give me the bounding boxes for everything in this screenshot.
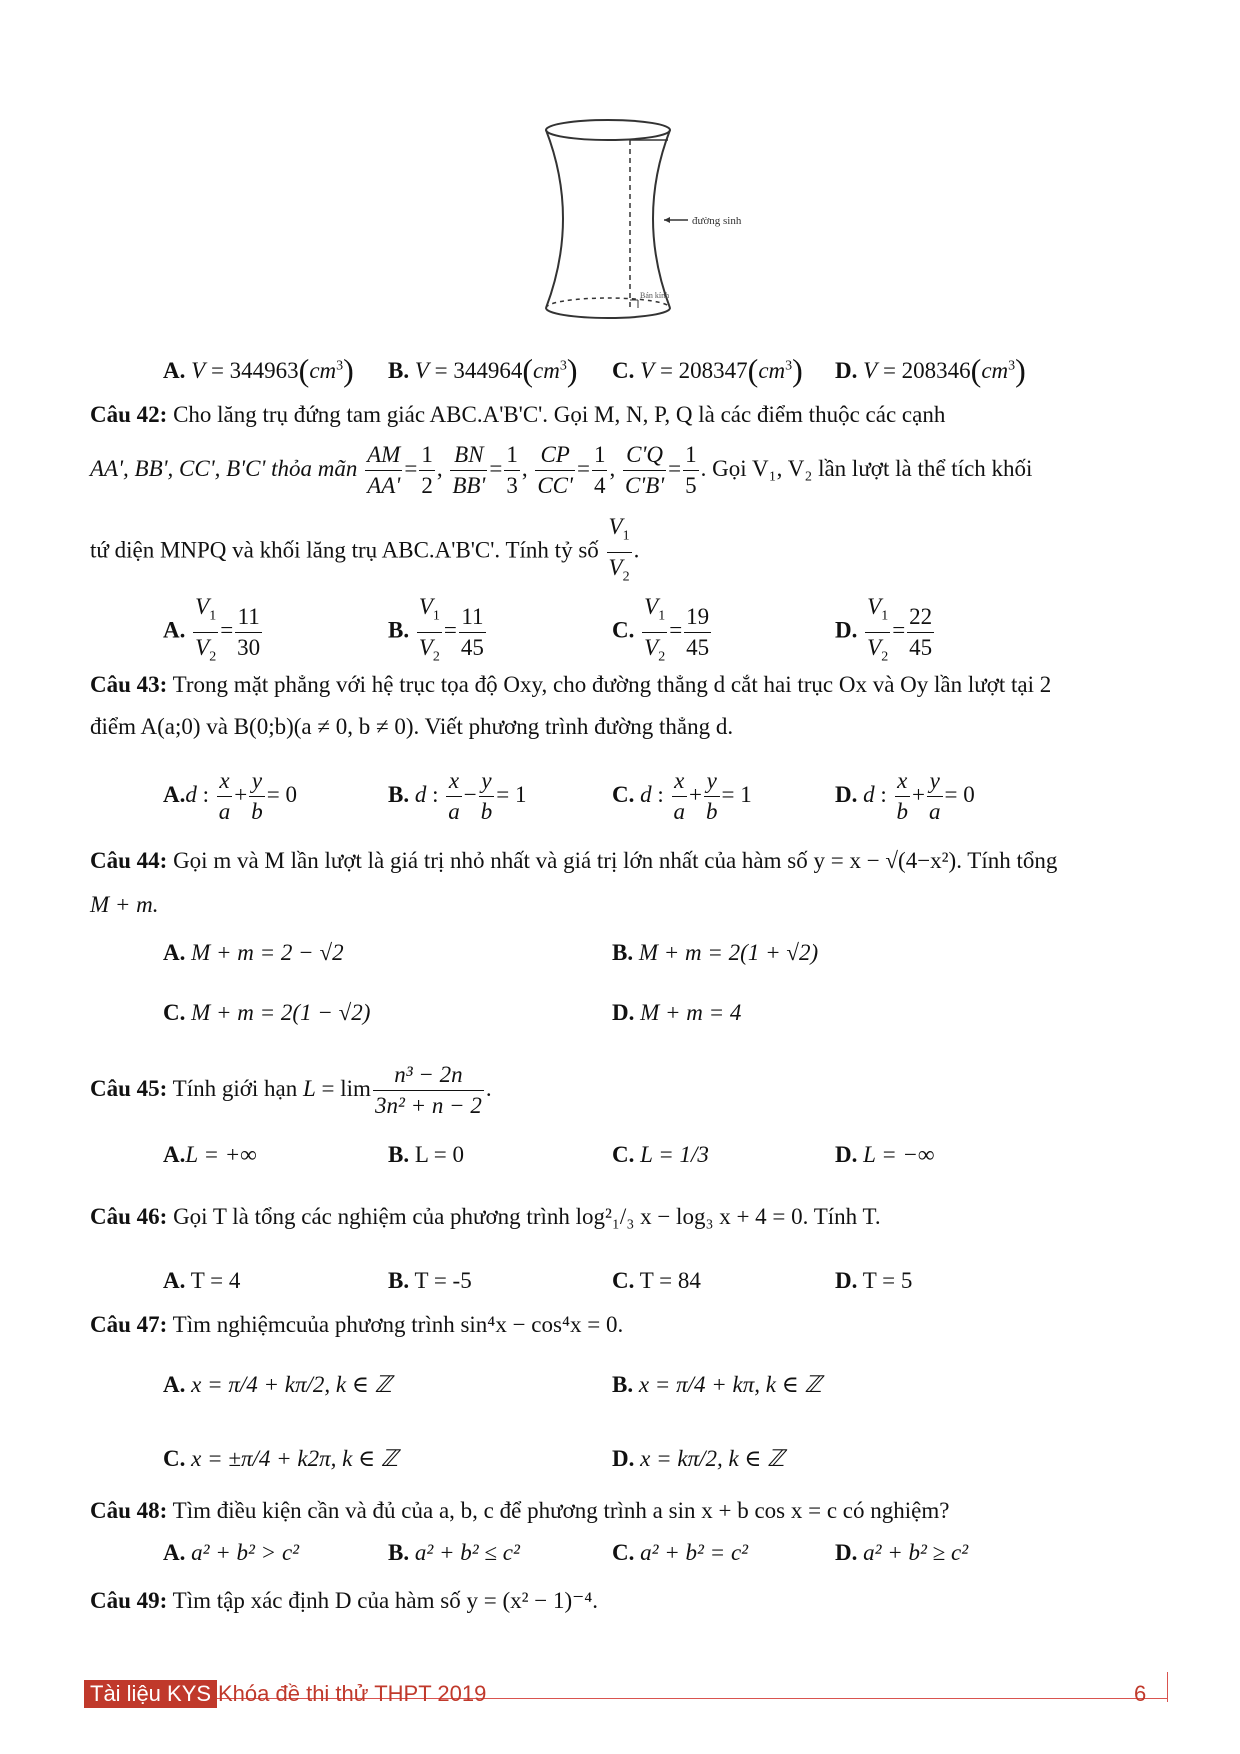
footer-brand-tag: Tài liệu KYS — [84, 1680, 217, 1708]
q44-line2: M + m. — [90, 892, 159, 917]
q42-option-b[interactable]: B. $\frac{V_1}{V_2}$ = $\frac{11}{45}$ — [388, 594, 484, 665]
q44-option-b[interactable]: B. M + m = 2(1 + √2) — [612, 940, 819, 965]
q41-option-b[interactable]: B. $V = 344964(cm^3)$ — [388, 352, 578, 388]
q42-line3: tứ diện MNPQ và khối lăng trụ ABC.A'B'C'. Tính tỷ số $\frac{V_1}{V_2}$ . — [90, 514, 640, 585]
hyperboloid-figure — [540, 118, 790, 328]
q48-option-d[interactable]: D. a² + b² ≥ c² — [835, 1540, 969, 1565]
q47-line: Câu 47: Tìm nghiệmcuủa phương trình sin⁴x − cos⁴x = 0. — [90, 1312, 624, 1337]
q42-option-c[interactable]: C. $\frac{V_1}{V_2}$ = $\frac{19}{45}$ — [612, 594, 710, 665]
footer-vrule — [1167, 1672, 1168, 1702]
q44-option-a[interactable]: A. M + m = 2 − √2 — [163, 940, 344, 965]
q49-line: Câu 49: Tìm tập xác định D của hàm số y = (x² − 1)⁻⁴. — [90, 1588, 599, 1613]
q45-option-c[interactable]: C. L = 1/3 — [612, 1142, 709, 1167]
q45-option-b[interactable]: B. L = 0 — [388, 1142, 465, 1167]
q46-option-c[interactable]: C. T = 84 — [612, 1268, 701, 1293]
q41-option-d[interactable]: D. $V = 208346(cm^3)$ — [835, 352, 1026, 388]
q43-option-d[interactable]: D. d : $\frac{x}{b}$ + $\frac{y}{a}$ = 0 — [835, 768, 975, 824]
q46-option-a[interactable]: A. T = 4 — [163, 1268, 241, 1293]
q47-option-a[interactable]: A. x = π/4 + kπ/2, k ∈ ℤ — [163, 1372, 392, 1397]
q43-option-a[interactable]: A.d : $\frac{x}{a}$ + $\frac{y}{b}$ = 0 — [163, 768, 297, 824]
q45-option-d[interactable]: D. L = −∞ — [835, 1142, 935, 1167]
q45-line: Câu 45: Tính giới hạn L = lim $\frac{\text{n³ − 2n}}{\text{3n² + n − 2}}$ . — [90, 1062, 492, 1118]
q48-option-b[interactable]: B. a² + b² ≤ c² — [388, 1540, 520, 1565]
base-label: Bán kính — [640, 291, 670, 300]
q46-line: Câu 46: Gọi T là tổng các nghiệm của phương trình log²₁/₃ x − log₃ x + 4 = 0. Tính T. — [90, 1204, 881, 1229]
q47-option-d[interactable]: D. x = kπ/2, k ∈ ℤ — [612, 1446, 785, 1471]
q42-line1: Câu 42: Cho lăng trụ đứng tam giác ABC.A'B'C'. Gọi M, N, P, Q là các điểm thuộc các cạnh — [90, 402, 946, 427]
q43-option-c[interactable]: C. d : $\frac{x}{a}$ + $\frac{y}{b}$ = 1 — [612, 768, 752, 824]
q41-option-c[interactable]: C. $V = 208347(cm^3)$ — [612, 352, 803, 388]
footer-title: Khóa đề thi thử THPT 2019 — [218, 1681, 487, 1706]
q42-line2: AA', BB', CC', B'C' thỏa mãn $\frac{AM}{AA'}$ = $\frac{1}{2}$ , $\frac{BN}{BB'}$ = $\frac{1}{3}$ , $\frac{CP}{CC'}$ = $\frac{1}{4}$ , $\frac{C'Q}{C'B'}$ = $\frac{1}{5}$ . Gọi V₁, V₂ lần lượt là thể tích khối — [90, 442, 1033, 498]
q44-line1: Câu 44: Gọi m và M lần lượt là giá trị nhỏ nhất và giá trị lớn nhất của hàm số y = x − √(4−x²). Tính tổng — [90, 848, 1058, 873]
q42-option-d[interactable]: D. $\frac{V_1}{V_2}$ = $\frac{22}{45}$ — [835, 594, 933, 665]
q43-option-b[interactable]: B. d : $\frac{x}{a}$ − $\frac{y}{b}$ = 1 — [388, 768, 527, 824]
q45-option-a[interactable]: A.L = +∞ — [163, 1142, 257, 1167]
q48-line: Câu 48: Tìm điều kiện cần và đủ của a, b, c để phương trình a sin x + b cos x = c có nghiệm? — [90, 1498, 950, 1523]
q47-option-b[interactable]: B. x = π/4 + kπ, k ∈ ℤ — [612, 1372, 822, 1397]
page-number: 6 — [1134, 1681, 1147, 1706]
q46-option-d[interactable]: D. T = 5 — [835, 1268, 913, 1293]
q46-option-b[interactable]: B. T = -5 — [388, 1268, 472, 1293]
q41-option-a[interactable]: A. $V = 344963(cm^3)$ — [163, 352, 354, 388]
q48-option-a[interactable]: A. a² + b² > c² — [163, 1540, 300, 1565]
q47-option-c[interactable]: C. x = ±π/4 + k2π, k ∈ ℤ — [163, 1446, 399, 1471]
q44-option-d[interactable]: D. M + m = 4 — [612, 1000, 742, 1025]
q48-option-c[interactable]: C. a² + b² = c² — [612, 1540, 749, 1565]
q43-line1: Câu 43: Trong mặt phẳng với hệ trục tọa độ Oxy, cho đường thẳng d cắt hai trục Ox và Oy lần lượt tại 2 — [90, 672, 1052, 697]
generatrix-label: đường sinh — [692, 215, 742, 227]
q42-option-a[interactable]: A. $\frac{V_1}{V_2}$ = $\frac{11}{30}$ — [163, 594, 261, 665]
q44-option-c[interactable]: C. M + m = 2(1 − √2) — [163, 1000, 371, 1025]
q43-line2: điểm A(a;0) và B(0;b)(a ≠ 0, b ≠ 0). Viết phương trình đường thẳng d. — [90, 714, 734, 739]
